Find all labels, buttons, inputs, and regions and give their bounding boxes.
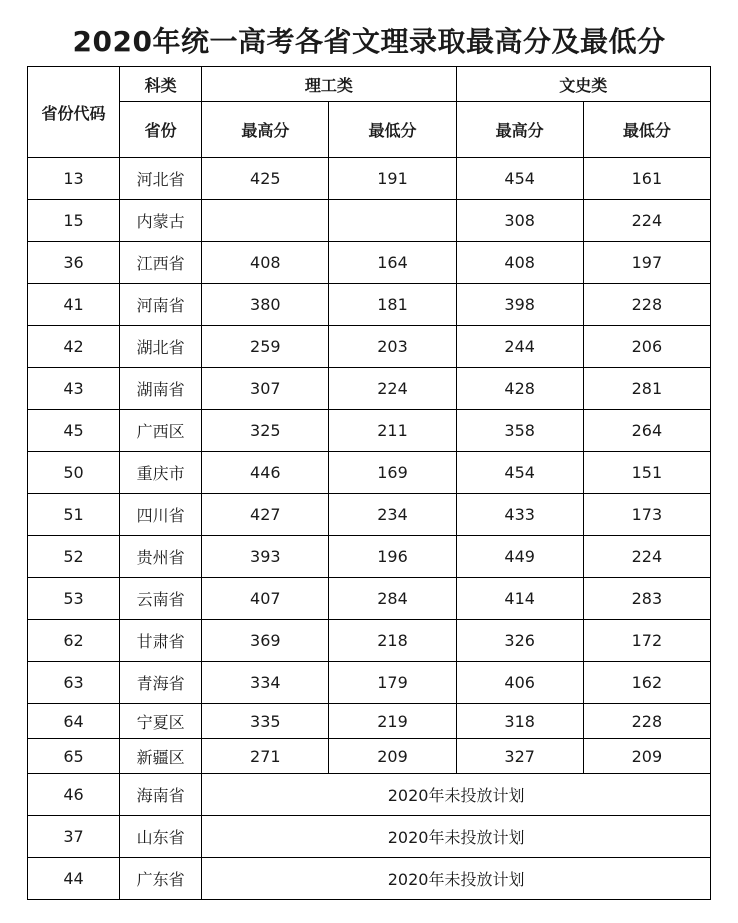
header-arts: 文史类	[456, 67, 710, 102]
province-name-cell: 新疆区	[120, 739, 202, 774]
arts-min-cell: 224	[583, 536, 710, 578]
province-code-cell: 64	[28, 704, 120, 739]
table-row	[28, 200, 711, 242]
province-code-cell: 13	[28, 158, 120, 200]
province-code-cell: 36	[28, 242, 120, 284]
science-min-cell: 224	[329, 368, 456, 410]
score-table	[27, 66, 711, 900]
province-code-cell: 15	[28, 200, 120, 242]
science-min-cell: 164	[329, 242, 456, 284]
arts-max-cell: 398	[456, 284, 583, 326]
arts-min-cell: 197	[583, 242, 710, 284]
science-min-cell: 234	[329, 494, 456, 536]
table-row-no-plan	[28, 774, 711, 816]
science-max-cell: 334	[202, 662, 329, 704]
science-max-cell: 427	[202, 494, 329, 536]
science-max-cell: 325	[202, 410, 329, 452]
arts-max-cell: 408	[456, 242, 583, 284]
province-code-cell: 46	[28, 774, 120, 816]
table-row	[28, 158, 711, 200]
province-name-cell: 甘肃省	[120, 620, 202, 662]
arts-max-cell: 244	[456, 326, 583, 368]
province-code-cell: 62	[28, 620, 120, 662]
table-row	[28, 284, 711, 326]
science-min-cell	[329, 200, 456, 242]
arts-max-cell: 326	[456, 620, 583, 662]
science-max-cell: 380	[202, 284, 329, 326]
table-row	[28, 662, 711, 704]
arts-max-cell: 428	[456, 368, 583, 410]
science-min-cell: 179	[329, 662, 456, 704]
table-row	[28, 704, 711, 739]
science-min-cell: 211	[329, 410, 456, 452]
province-code-cell: 50	[28, 452, 120, 494]
table-row-no-plan	[28, 858, 711, 900]
province-name-cell: 宁夏区	[120, 704, 202, 739]
arts-max-cell: 308	[456, 200, 583, 242]
page-title: 2020年统一高考各省文理录取最高分及最低分	[72, 25, 666, 58]
science-max-cell: 307	[202, 368, 329, 410]
arts-min-cell: 172	[583, 620, 710, 662]
arts-min-cell: 224	[583, 200, 710, 242]
table-row	[28, 452, 711, 494]
header-arts-max: 最高分	[456, 102, 583, 158]
province-code-cell: 45	[28, 410, 120, 452]
table-row	[28, 578, 711, 620]
arts-max-cell: 406	[456, 662, 583, 704]
science-min-cell: 191	[329, 158, 456, 200]
arts-max-cell: 358	[456, 410, 583, 452]
science-min-cell: 181	[329, 284, 456, 326]
province-name-cell: 青海省	[120, 662, 202, 704]
science-max-cell	[202, 200, 329, 242]
arts-min-cell: 264	[583, 410, 710, 452]
arts-max-cell: 433	[456, 494, 583, 536]
arts-min-cell: 173	[583, 494, 710, 536]
header-category: 科类	[120, 67, 202, 102]
arts-min-cell: 162	[583, 662, 710, 704]
province-code-cell: 43	[28, 368, 120, 410]
province-code-cell: 37	[28, 816, 120, 858]
table-row	[28, 326, 711, 368]
province-code-cell: 63	[28, 662, 120, 704]
science-max-cell: 393	[202, 536, 329, 578]
province-name-cell: 重庆市	[120, 452, 202, 494]
province-name-cell: 广东省	[120, 858, 202, 900]
arts-max-cell: 454	[456, 158, 583, 200]
table-row	[28, 410, 711, 452]
province-name-cell: 海南省	[120, 774, 202, 816]
province-code-cell: 51	[28, 494, 120, 536]
science-min-cell: 169	[329, 452, 456, 494]
table-row	[28, 368, 711, 410]
province-name-cell: 内蒙古	[120, 200, 202, 242]
province-name-cell: 湖南省	[120, 368, 202, 410]
province-name-cell: 山东省	[120, 816, 202, 858]
arts-max-cell: 414	[456, 578, 583, 620]
province-code-cell: 44	[28, 858, 120, 900]
province-code-cell: 65	[28, 739, 120, 774]
province-code-cell: 41	[28, 284, 120, 326]
science-min-cell: 219	[329, 704, 456, 739]
arts-min-cell: 281	[583, 368, 710, 410]
table-row-no-plan	[28, 816, 711, 858]
arts-max-cell: 449	[456, 536, 583, 578]
arts-min-cell: 228	[583, 284, 710, 326]
province-code-cell: 52	[28, 536, 120, 578]
header-province-code: 省份代码	[28, 67, 120, 158]
science-max-cell: 407	[202, 578, 329, 620]
header-province: 省份	[120, 102, 202, 158]
science-max-cell: 425	[202, 158, 329, 200]
science-min-cell: 218	[329, 620, 456, 662]
score-table-body	[28, 67, 711, 900]
science-max-cell: 259	[202, 326, 329, 368]
arts-max-cell: 454	[456, 452, 583, 494]
arts-min-cell: 206	[583, 326, 710, 368]
table-row	[28, 620, 711, 662]
arts-min-cell: 209	[583, 739, 710, 774]
province-name-cell: 河北省	[120, 158, 202, 200]
arts-max-cell: 327	[456, 739, 583, 774]
table-row	[28, 494, 711, 536]
science-max-cell: 446	[202, 452, 329, 494]
science-min-cell: 284	[329, 578, 456, 620]
no-plan-note-cell: 2020年未投放计划	[202, 816, 711, 858]
header-science: 理工类	[202, 67, 456, 102]
province-name-cell: 河南省	[120, 284, 202, 326]
province-name-cell: 江西省	[120, 242, 202, 284]
science-min-cell: 209	[329, 739, 456, 774]
province-code-cell: 42	[28, 326, 120, 368]
province-name-cell: 湖北省	[120, 326, 202, 368]
province-name-cell: 贵州省	[120, 536, 202, 578]
province-name-cell: 广西区	[120, 410, 202, 452]
no-plan-note-cell: 2020年未投放计划	[202, 774, 711, 816]
header-science-min: 最低分	[329, 102, 456, 158]
science-max-cell: 369	[202, 620, 329, 662]
arts-min-cell: 228	[583, 704, 710, 739]
science-max-cell: 408	[202, 242, 329, 284]
science-min-cell: 196	[329, 536, 456, 578]
province-name-cell: 云南省	[120, 578, 202, 620]
science-min-cell: 203	[329, 326, 456, 368]
header-row-bottom	[28, 102, 711, 158]
science-max-cell: 335	[202, 704, 329, 739]
table-row	[28, 739, 711, 774]
table-row	[28, 536, 711, 578]
header-science-max: 最高分	[202, 102, 329, 158]
arts-min-cell: 161	[583, 158, 710, 200]
arts-max-cell: 318	[456, 704, 583, 739]
arts-min-cell: 283	[583, 578, 710, 620]
table-row	[28, 242, 711, 284]
arts-min-cell: 151	[583, 452, 710, 494]
science-max-cell: 271	[202, 739, 329, 774]
province-code-cell: 53	[28, 578, 120, 620]
province-name-cell: 四川省	[120, 494, 202, 536]
no-plan-note-cell: 2020年未投放计划	[202, 858, 711, 900]
header-row-top	[28, 67, 711, 102]
header-arts-min: 最低分	[583, 102, 710, 158]
